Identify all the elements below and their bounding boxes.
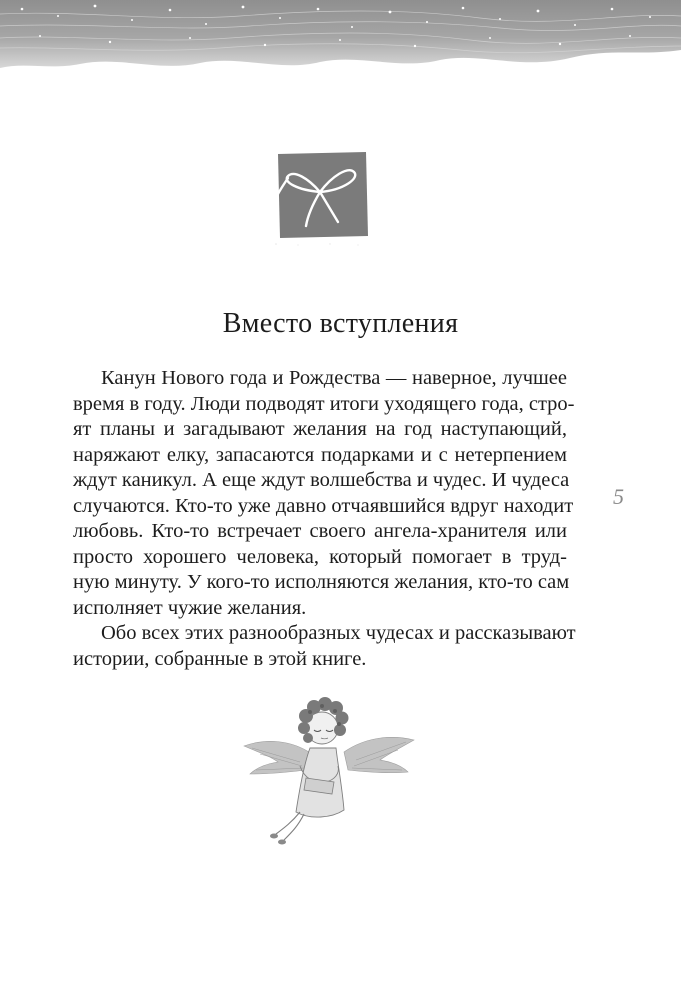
text-line: любовь. Кто-то встречает своего ангела-хранителя или	[73, 520, 567, 542]
page-number: 5	[613, 484, 624, 509]
text-line: исполняет чужие желания.	[73, 596, 307, 619]
text-line: наряжают елку, запасаются подарками и с нетерпением	[73, 443, 567, 466]
text-line: ную минуту. У кого-то исполняются желания, кто-то сам	[73, 571, 570, 593]
gift-icon	[268, 148, 372, 248]
paragraph-1	[73, 366, 575, 621]
chapter-title: Вместо вступления	[222, 308, 459, 339]
text-line: Обо всех этих разнообразных чудесах и рассказывают	[101, 622, 576, 644]
text-line: истории, собранные в этой книге.	[73, 647, 367, 670]
angel-illustration	[240, 682, 416, 854]
text-line: ждут каникул. А еще ждут волшебства и чудес. И чудеса	[73, 469, 570, 491]
text-line: ят планы и загадывают желания на год наступающий,	[73, 418, 567, 440]
text-line: время в году. Люди подводят итоги уходящего года, стро-	[73, 392, 575, 415]
chapter-body	[73, 366, 576, 672]
text-line: Канун Нового года и Рождества — наверное, лучшее	[101, 367, 567, 389]
text-line: случаются. Кто-то уже давно отчаявшийся вдруг находит	[73, 494, 574, 517]
header-snow-band	[0, 0, 681, 80]
paragraph-2	[73, 621, 576, 672]
text-line: просто хорошего человека, который помогает в труд-	[73, 545, 567, 568]
